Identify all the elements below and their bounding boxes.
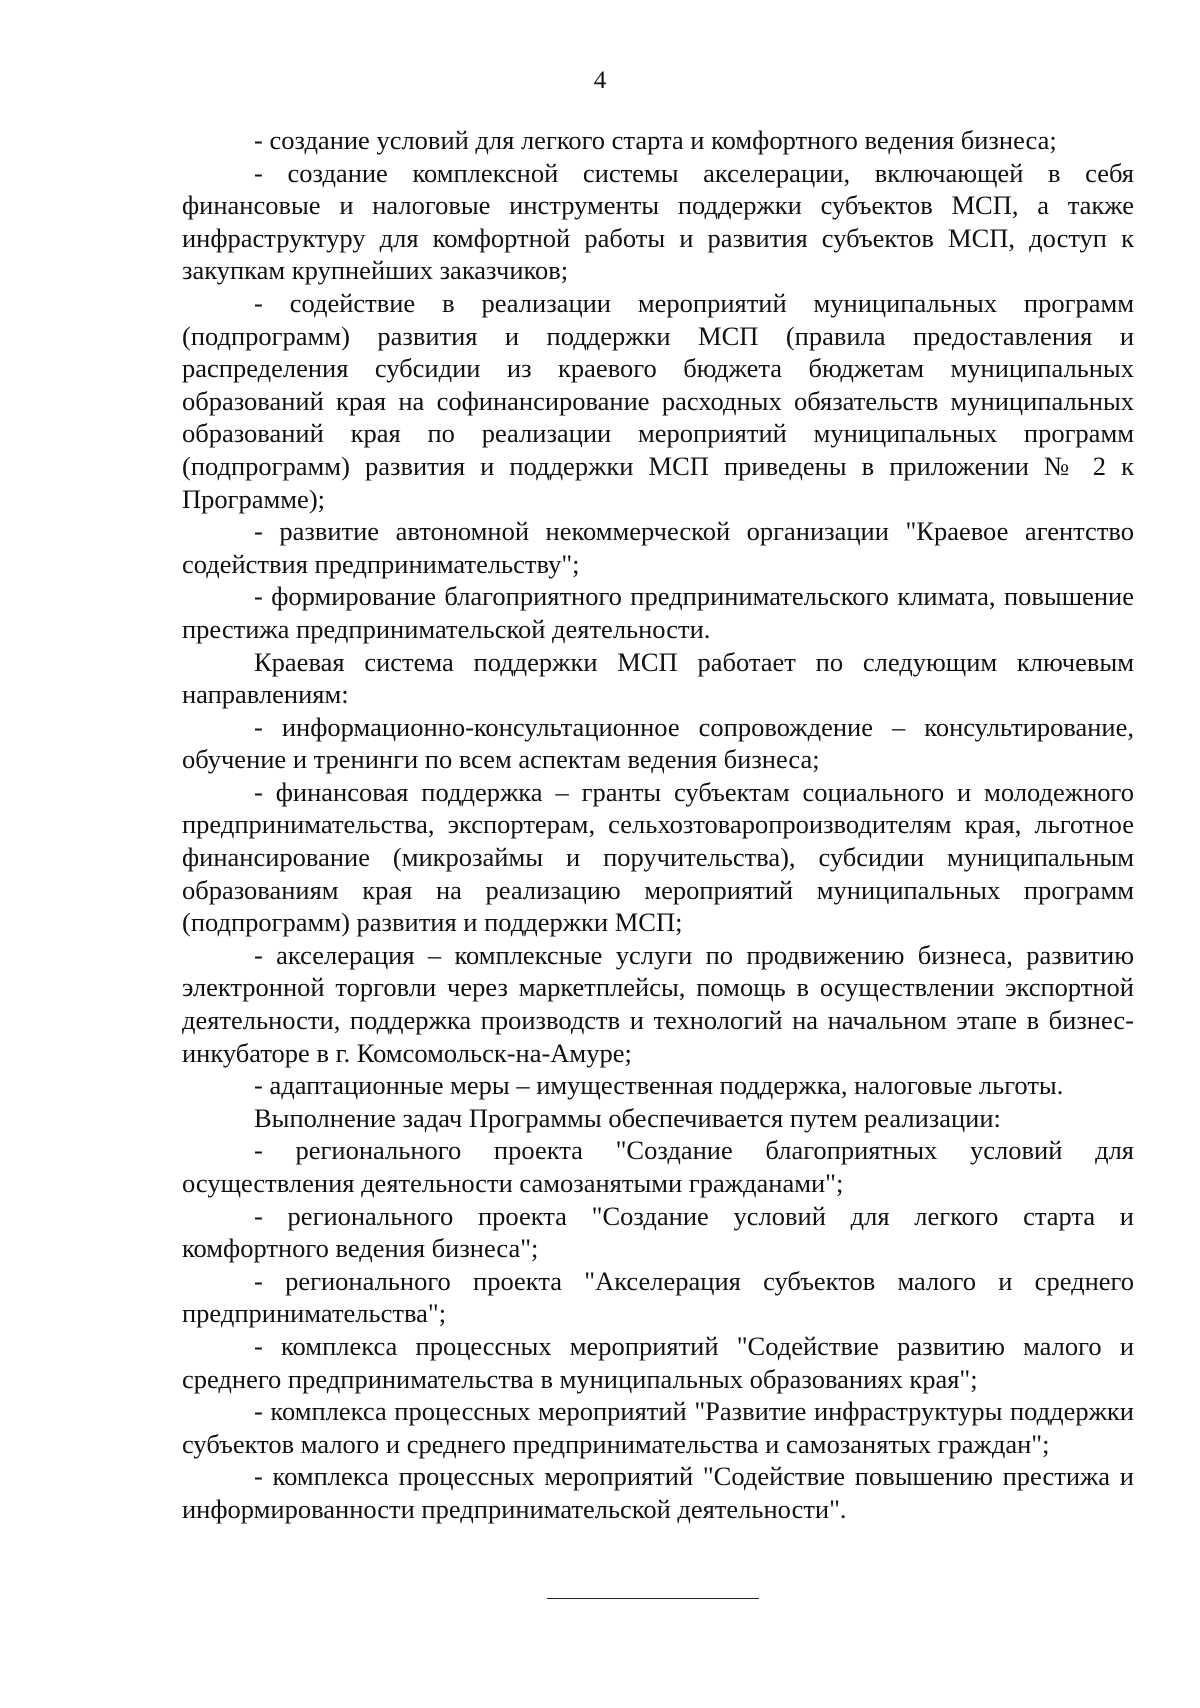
- paragraph: - финансовая поддержка – гранты субъектам социального и молодежного предпринимательства, экспортерам, сельхозтоваропроизводителям края, льготное финансирование (микрозаймы и поручительства), субсидии муниципальным образованиям края на реализацию мероприятий муниципальных программ (подпрограмм) развития и поддержки МСП;: [182, 776, 1134, 938]
- paragraph: - содействие в реализации мероприятий муниципальных программ (подпрограмм) развития и поддержки МСП (правила предоставления и распределения субсидии из краевого бюджета бюджетам муниципальных образований края на софинансирование расходных обязательств муниципальных образований края по реализации мероприятий муниципальных программ (подпрограмм) развития и поддержки МСП приведены в приложении № 2 к Программе);: [182, 287, 1134, 514]
- paragraph: - регионального проекта "Создание условий для легкого старта и комфортного ведения бизнеса";: [182, 1200, 1134, 1264]
- paragraph: - комплекса процессных мероприятий "Развитие инфраструктуры поддержки субъектов малого и среднего предпринимательства и самозанятых граждан";: [182, 1396, 1134, 1459]
- paragraph: Краевая система поддержки МСП работает по следующим ключевым направлениям:: [182, 646, 1134, 710]
- paragraph: - развитие автономной некоммерческой организации "Краевое агентство содействия предпринимательству";: [182, 516, 1134, 579]
- paragraph: - создание комплексной системы акселерации, включающей в себя финансовые и налоговые инструменты поддержки субъектов МСП, а также инфраструктуру для комфортной работы и развития субъектов МСП, доступ к закупкам крупнейших заказчиков;: [182, 157, 1134, 286]
- paragraph: - регионального проекта "Акселерация субъектов малого и среднего предпринимательства";: [182, 1265, 1134, 1329]
- paragraph: - создание условий для легкого старта и комфортного ведения бизнеса;: [254, 125, 1057, 155]
- paragraph: - формирование благоприятного предпринимательского климата, повышение престижа предпринимательской деятельности.: [182, 581, 1134, 644]
- end-divider: [547, 1598, 759, 1599]
- paragraph: - акселерация – комплексные услуги по продвижению бизнеса, развитию электронной торговли через маркетплейсы, помощь в осуществлении экспортной деятельности, поддержка производств и технологий на начальном этапе в бизнес-инкубаторе в г. Комсомольск-на-Амуре;: [182, 939, 1134, 1068]
- paragraph: - адаптационные меры – имущественная поддержка, налоговые льготы.: [254, 1070, 1064, 1101]
- paragraph: - комплекса процессных мероприятий "Содействие развитию малого и среднего предпринимательства в муниципальных образованиях края";: [182, 1330, 1134, 1394]
- document-body: [182, 124, 1134, 1526]
- paragraph: Выполнение задач Программы обеспечивается путем реализации:: [254, 1102, 1001, 1133]
- paragraph: - комплекса процессных мероприятий "Содействие повышению престижа и информированности предпринимательской деятельности".: [182, 1461, 1134, 1524]
- paragraph: - регионального проекта "Создание благоприятных условий для осуществления деятельности самозанятыми гражданами";: [182, 1135, 1134, 1198]
- page-number: 4: [593, 67, 607, 94]
- paragraph: - информационно-консультационное сопровождение – консультирование, обучение и тренинги по всем аспектам ведения бизнеса;: [182, 711, 1134, 775]
